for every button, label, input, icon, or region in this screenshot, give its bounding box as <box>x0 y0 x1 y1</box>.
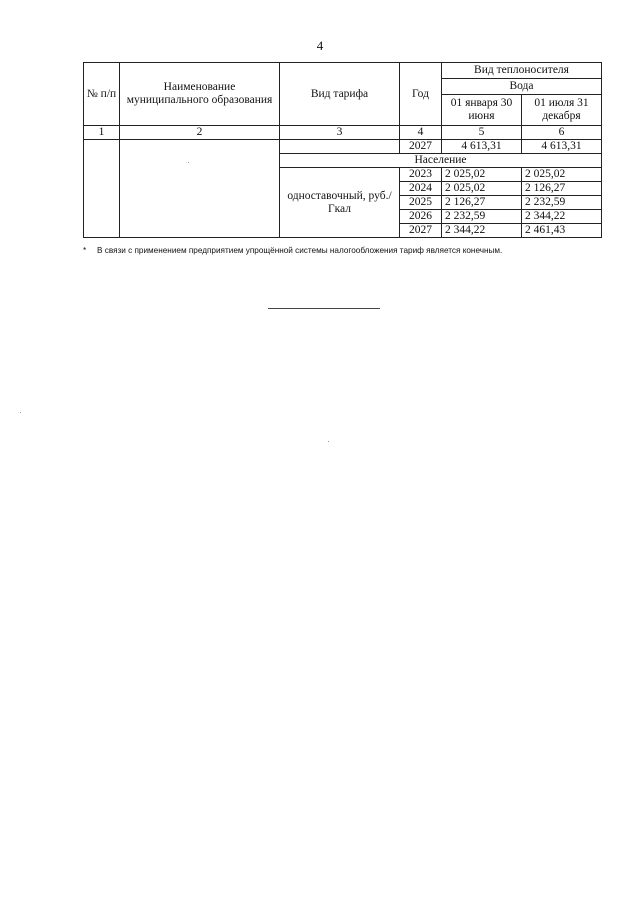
table-row-top <box>84 140 602 154</box>
header-year: Год <box>400 63 442 126</box>
col-number-3: 3 <box>280 126 400 140</box>
row-year: 2025 <box>400 196 442 210</box>
scan-speck <box>188 162 189 163</box>
scan-speck <box>20 412 21 413</box>
col-number-2: 2 <box>120 126 280 140</box>
row-value-2: 4 613,31 <box>522 140 602 154</box>
row-value-2: 2 232,59 <box>522 196 602 210</box>
section-label: Население <box>280 154 602 168</box>
header-water: Вода <box>442 79 602 95</box>
header-municipality: Наименование муниципального образования <box>120 63 280 126</box>
header-coolant: Вид теплоносителя <box>442 63 602 79</box>
row-value-1: 2 025,02 <box>442 168 522 182</box>
col-number-5: 5 <box>442 126 522 140</box>
row-year: 2024 <box>400 182 442 196</box>
page-number: 4 <box>316 38 324 53</box>
row-value-1: 2 025,02 <box>442 182 522 196</box>
row-year: 2027 <box>400 224 442 238</box>
header-period-1: 01 января 30 июня <box>442 95 522 126</box>
row-value-2: 2 126,27 <box>522 182 602 196</box>
header-period-2: 01 июля 31 декабря <box>522 95 602 126</box>
header-tariff-type: Вид тарифа <box>280 63 400 126</box>
col-number-4: 4 <box>400 126 442 140</box>
row-year: 2027 <box>400 140 442 154</box>
footnote <box>83 246 502 255</box>
blank-tariff-cell <box>280 140 400 154</box>
footnote-text: В связи с применением предприятием упрощённой системы налогообложения тариф является конечным. <box>97 246 503 255</box>
col-number-6: 6 <box>522 126 602 140</box>
tariff-type-label: одноставочный, руб./Гкал <box>280 168 400 238</box>
row-value-1: 2 344,22 <box>442 224 522 238</box>
blank-municipality-cell <box>120 140 280 238</box>
row-year: 2026 <box>400 210 442 224</box>
row-value-2: 2 461,43 <box>522 224 602 238</box>
row-value-1: 2 232,59 <box>442 210 522 224</box>
row-year: 2023 <box>400 168 442 182</box>
separator-line <box>268 308 380 309</box>
row-value-2: 2 344,22 <box>522 210 602 224</box>
column-number-row <box>84 126 602 140</box>
blank-num-cell <box>84 140 120 238</box>
header-row-1 <box>84 63 602 79</box>
col-number-1: 1 <box>84 126 120 140</box>
row-value-1: 2 126,27 <box>442 196 522 210</box>
tariff-table <box>83 62 602 238</box>
footnote-mark: * <box>83 246 87 255</box>
row-value-1: 4 613,31 <box>442 140 522 154</box>
scan-speck <box>328 441 329 442</box>
header-num: № п/п <box>84 63 120 126</box>
row-value-2: 2 025,02 <box>522 168 602 182</box>
